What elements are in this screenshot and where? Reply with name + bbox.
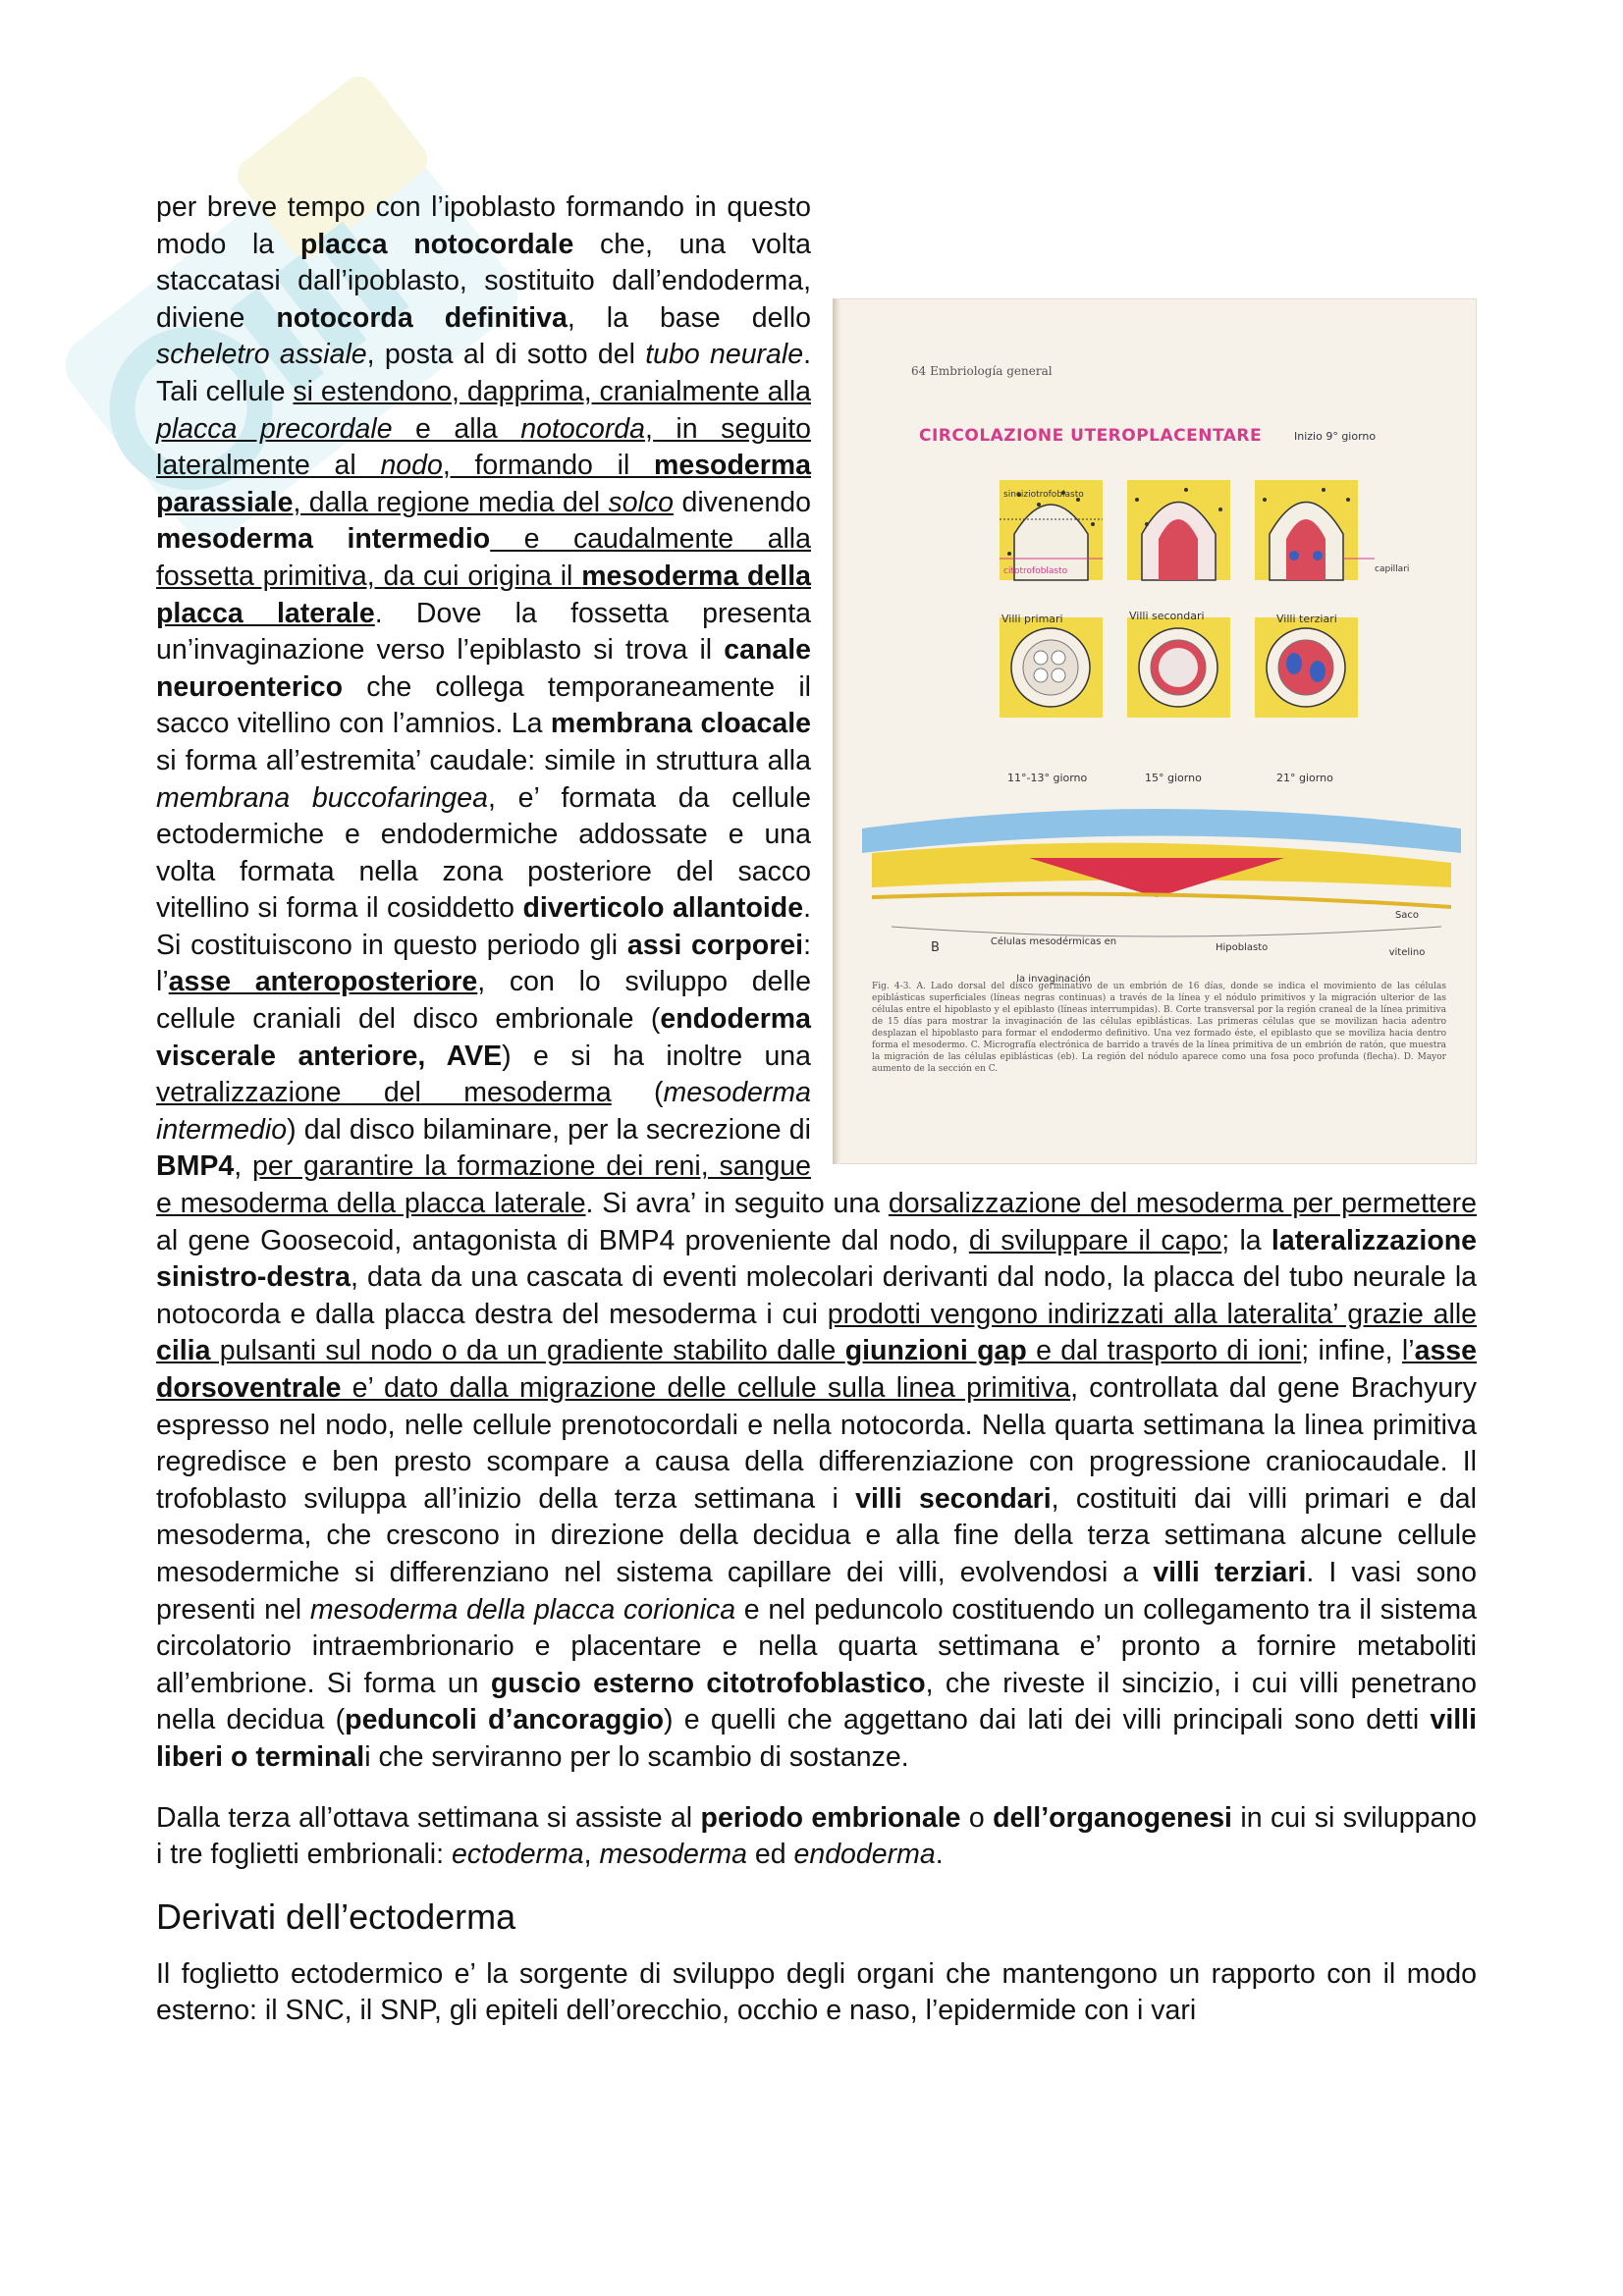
label-saco-vitelino: Saco vitelino — [1388, 910, 1426, 958]
label-day-2: 15° giorno — [1145, 772, 1202, 784]
label-day-3: 21° giorno — [1276, 772, 1333, 784]
label-cellule-mesodermiche: Células mesodérmicas en la invaginación — [990, 936, 1117, 985]
document-body — [156, 189, 1477, 2030]
label-citotrofoblasto: citotrofoblasto — [1003, 566, 1068, 576]
figure-title: CIRCOLAZIONE UTEROPLACENTARE — [919, 426, 1263, 446]
paragraph-3: Il foglietto ectodermico e’ la sorgente di sviluppo degli organi che mantengono un rapporto con il modo esterno: il SNC, il SNP, gli epiteli dell’orecchio, occhio e naso, l’epidermide con i vari — [156, 1957, 1477, 2027]
paragraph-1: per breve tempo con l’ipoblasto formando in questo modo la placca notocordale che, una volta staccatasi dall’ipoblasto, sostituito dall’endoderma, diviene notocorda definitiva, la base dello scheletro assiale, posta al di sotto del tubo neurale. Tali cellule si estendono, dapprima, cranialmente alla placca precordale e alla notocorda, in seguito lateralmente al nodo, formando il mesoderma parassiale, dalla regione media del solco divenendo mesoderma intermedio e caudalmente alla fossetta primitiva, da cui origina il mesoderma della placca laterale. Dove la fossetta presenta un’invaginazione verso l’epiblasto si trova il canale neuroenterico che collega temporaneamente il sacco vitellino con l’amnios. La membrana cloacale si forma all’estremita’ caudale: simile in struttura alla membrana buccofaringea, e’ formata da cellule ectodermiche e endodermiche addossate e una volta formata nella zona posteriore del sacco vitellino si forma il cosiddetto diverticolo allantoide. Si costituiscono in questo periodo gli assi corporei: l’asse anteroposteriore, con lo sviluppo delle cellule craniali del disco embrionale (endoderma viscerale anteriore, AVE) e si ha inoltre una vetralizzazione del mesoderma (mesoderma intermedio) dal disco bilaminare, per la secrezione di BMP4, per garantire la formazione dei reni, sangue e mesoderma della placca laterale. Si avra’ in seguito una dorsalizzazione del mesoderma per permettere al gene Goosecoid, antagonista di BMP4 proveniente dal nodo, di sviluppare il capo; la lateralizzazione sinistro-destra, data da una cascata di eventi molecolari derivanti dal nodo, la placca del tubo neurale la notocorda e dalla placca destra del mesoderma i cui prodotti vengono indirizzati alla lateralita’ grazie alle cilia pulsanti sul nodo o da un gradiente stabilito dalle giunzioni gap e dal trasporto di ioni; infine, l’asse dorsoventrale e’ dato dalla migrazione delle cellule sulla linea primitiva, controllata dal gene Brachyury espresso nel nodo, nelle cellule prenotocordali e nella notocorda. Nella quarta settimana la linea primitiva regredisce e ben presto scompare a causa della differenziazione con progressione craniocaudale. Il trofoblasto sviluppa all’inizio della terza settimana i villi secondari, costituiti dai villi primari e dal mesoderma, che crescono in direzione della decidua e alla fine della terza settimana alcune cellule mesodermiche si differenziano nel sistema capillare dei villi, evolvendosi a villi terziari. I vasi sono presenti nel mesoderma della placca corionica e nel peduncolo costituendo un collegamento tra il sistema circolatorio intraembrionario e placentare e nella quarta settimana e’ pronto a fornire metaboliti all’embrione. Si forma un guscio esterno citotrofoblastico, che riveste il sincizio, i cui villi penetrano nella decidua (peduncoli d’ancoraggio) e quelli che aggettano dai lati dei villi principali sono detti villi liberi o terminali che serviranno per lo scambio di sostanze. — [156, 191, 1478, 1773]
villi-secondari-illustration — [1127, 480, 1230, 580]
figure-page-header: 64 Embriología general — [911, 364, 1053, 378]
label-villi-terziari: Villi terziari — [1276, 613, 1337, 625]
section-heading: Derivati dell’ectoderma — [156, 1896, 516, 1937]
label-b: B — [931, 940, 940, 955]
label-villi-primari: Villi primari — [1001, 613, 1063, 625]
label-day-1: 11°-13° giorno — [1007, 772, 1088, 784]
paragraph-2: Dalla terza all’ottava settimana si assiste al periodo embrionale o dell’organogenesi in cui si sviluppano i tre foglietti embrionali: ectoderma, mesoderma ed endoderma. — [156, 1801, 1477, 1871]
embryology-figure — [833, 298, 1477, 1164]
label-sinciziotrofoblasto: sinciziotrofoblasto — [1003, 490, 1084, 500]
label-hipoblasto: Hipoblasto — [1216, 942, 1269, 953]
figure-caption: Fig. 4-3. A. Lado dorsal del disco germinativo de un embrión de 16 días, donde se indica el movimiento de las células epiblásticas superficiales (líneas negras continuas) a través de la línea y el nódulo primitivos y la migración ulterior de las células entre el hipoblasto y el epiblasto (líneas interrumpidas). B. Corte transversal por la región craneal de la línea primitiva de 15 días para mostrar la invaginación de las células epiblásticas. Las primeras células que se movilizan hacia adentro desplazan el hipoblasto para formar el endodermo definitivo. Una vez formado éste, el epiblasto que se moviliza hacia dentro forma el mesodermo. C. Micrografía electrónica de barrido a través de la línea primitiva de un embrión de ratón, que muestra la migración de las células epiblásticas (eb). La región del nódulo aparece como una fosa poco profunda (flecha). D. Mayor aumento de la sección en C. — [872, 982, 1446, 1074]
figure-subtitle: Inizio 9° giorno — [1294, 430, 1377, 443]
germ-disc-cross-section — [862, 809, 1461, 936]
villi-terziari-illustration — [1255, 480, 1375, 580]
label-capillari: capillari — [1375, 564, 1410, 574]
label-villi-secondari: Villi secondari — [1129, 610, 1205, 622]
